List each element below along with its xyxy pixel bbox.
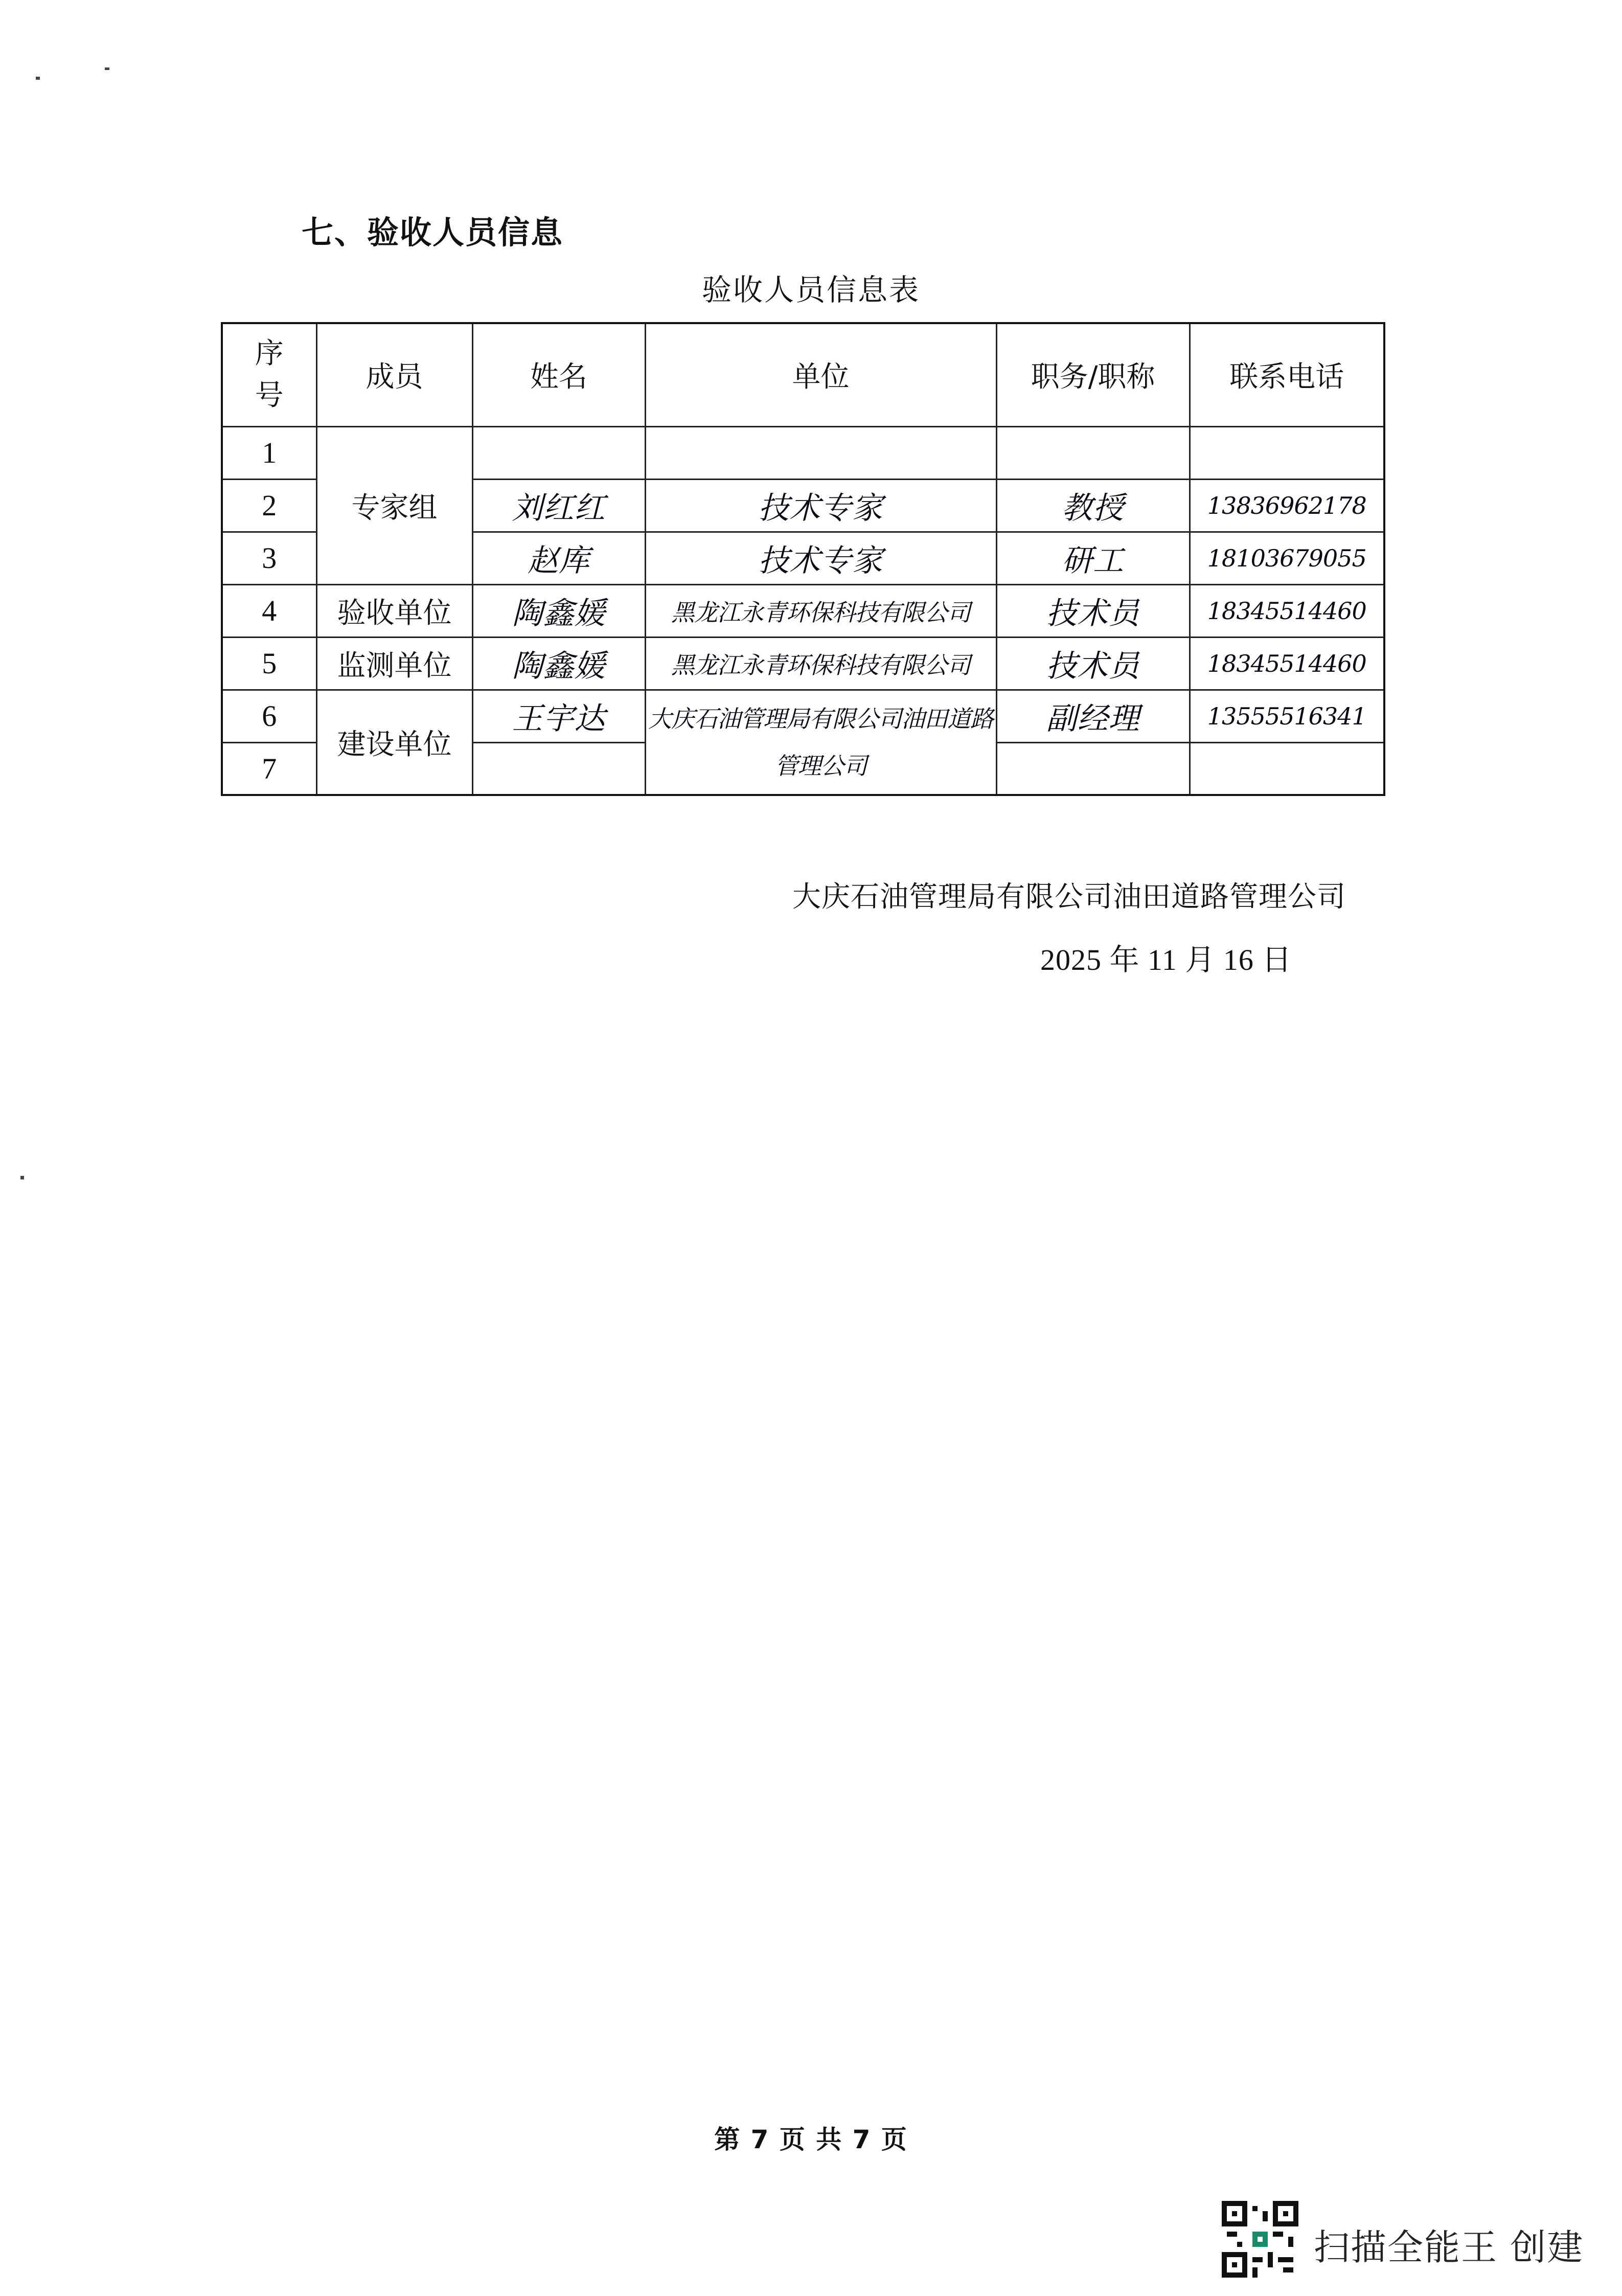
row-unit: 技术专家: [645, 479, 996, 532]
row-name: [472, 742, 645, 795]
row-name: 刘红红: [472, 479, 645, 532]
header-unit: 单位: [645, 323, 996, 426]
row-position: [996, 426, 1190, 479]
group-acceptance: 验收单位: [316, 584, 472, 637]
row-phone: 18345514460: [1190, 637, 1384, 690]
row-seq: 1: [222, 426, 316, 479]
page-footer: 第 7 页 共 7 页: [714, 2125, 908, 2154]
row-seq: 4: [222, 584, 316, 637]
row-name: 王宇达: [472, 690, 645, 742]
group-expert: 专家组: [316, 426, 472, 584]
table-row: [222, 637, 1384, 690]
row-seq: 7: [222, 742, 316, 795]
row-phone: 13836962178: [1190, 479, 1384, 532]
header-position: 职务/职称: [996, 323, 1190, 426]
scan-speck: [105, 67, 109, 70]
group-monitoring: 监测单位: [316, 637, 472, 690]
row-position: 技术员: [996, 584, 1190, 637]
row-position: [996, 742, 1190, 795]
row-position: 副经理: [996, 690, 1190, 742]
row-unit: 技术专家: [645, 532, 996, 584]
header-phone: 联系电话: [1190, 323, 1384, 426]
header-member: 成员: [316, 323, 472, 426]
row-seq: 6: [222, 690, 316, 742]
scan-speck: [36, 77, 40, 80]
row-position: 技术员: [996, 637, 1190, 690]
row-phone: 18345514460: [1190, 584, 1384, 637]
row-seq: 5: [222, 637, 316, 690]
row-name: 赵库: [472, 532, 645, 584]
header-seq-label: 序号: [255, 337, 284, 413]
acceptance-personnel-table: [221, 322, 1385, 796]
row-name: 陶鑫媛: [472, 584, 645, 637]
row-seq: 3: [222, 532, 316, 584]
row-unit: [645, 690, 996, 795]
row-unit: [645, 426, 996, 479]
row-unit: 黑龙江永青环保科技有限公司: [645, 637, 996, 690]
table-title: 验收人员信息表: [701, 272, 920, 307]
row-phone: [1190, 426, 1384, 479]
row-phone: 13555516341: [1190, 690, 1384, 742]
table-row: [222, 584, 1384, 637]
row-position: 研工: [996, 532, 1190, 584]
row-unit-text: 大庆石油管理局有限公司油田道路管理公司: [648, 704, 993, 780]
signature-company: 大庆石油管理局有限公司油田道路管理公司: [792, 880, 1346, 914]
section-heading: 七、验收人员信息: [302, 214, 564, 251]
header-name: 姓名: [472, 323, 645, 426]
row-name: [472, 426, 645, 479]
scanner-watermark: 扫描全能王 创建: [1314, 2226, 1584, 2268]
signature-date: 2025 年 11 月 16 日: [1040, 943, 1292, 976]
scan-speck: [20, 1176, 24, 1179]
row-seq: 2: [222, 479, 316, 532]
row-phone: 18103679055: [1190, 532, 1384, 584]
header-seq: [222, 323, 316, 426]
row-unit: 黑龙江永青环保科技有限公司: [645, 584, 996, 637]
group-construction: 建设单位: [316, 690, 472, 795]
table-row: [222, 690, 1384, 742]
row-phone: [1190, 742, 1384, 795]
table-row: [222, 426, 1384, 479]
row-name: 陶鑫媛: [472, 637, 645, 690]
table-header-row: [222, 323, 1384, 426]
row-position: 教授: [996, 479, 1190, 532]
qr-code-icon: [1222, 2201, 1298, 2278]
